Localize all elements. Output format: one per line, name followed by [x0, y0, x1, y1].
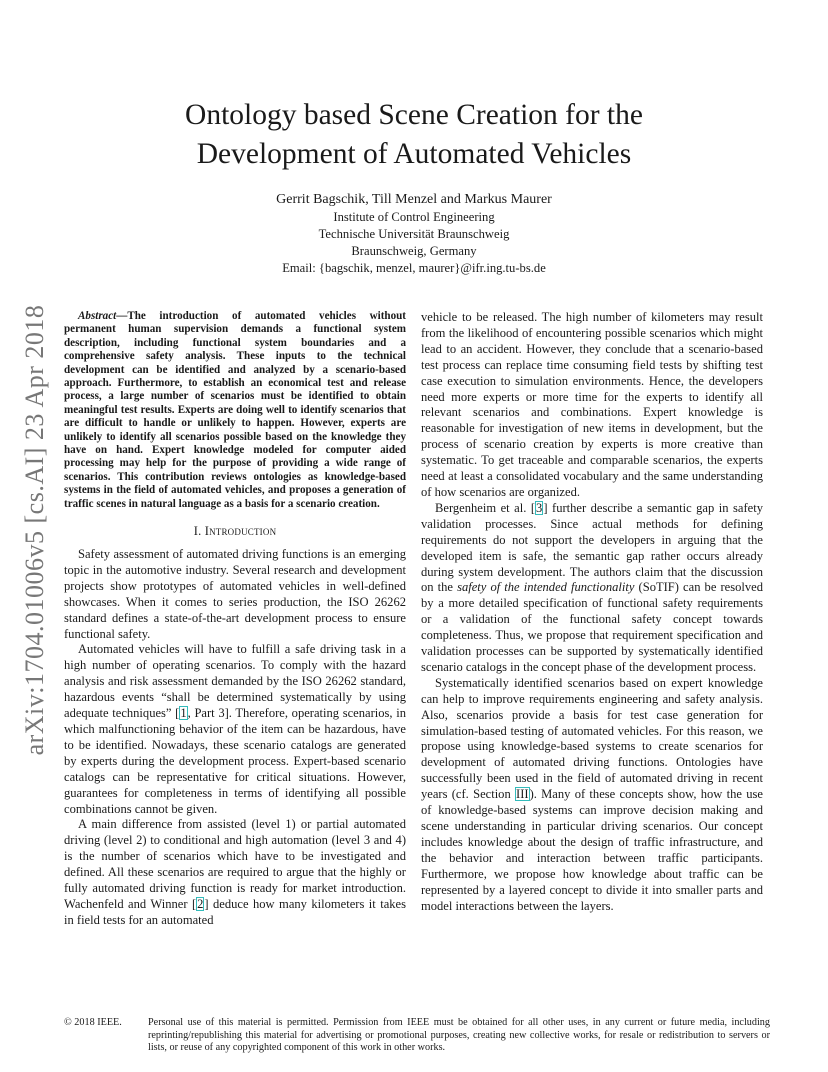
body-paragraph: Safety assessment of automated driving functions is an emerging topic in the automotive industry. Several research and development projects show prototypes of automated vehicles in well-defined showcases. When it comes to series production, the ISO 26262 standard defines a state-of-the-art development process to ensure functional safety.: [64, 547, 406, 641]
citation-link[interactable]: 3: [536, 500, 543, 515]
arxiv-sidebar-stamp: [20, 300, 50, 760]
italic-term: safety of the intended functionality: [457, 580, 635, 595]
affiliation-line: Institute of Control Engineering: [333, 210, 495, 224]
section-heading-introduction: I. Introduction: [193, 524, 277, 539]
body-paragraph: [421, 676, 763, 915]
paragraph-text: Bergenheim et al. [: [435, 500, 536, 515]
affiliation-line: Technische Universität Braunschweig: [318, 227, 510, 241]
affiliation-line: Braunschweig, Germany: [351, 244, 477, 258]
author-names: Gerrit Bagschik, Till Menzel and Markus Maurer: [276, 192, 552, 207]
title-line-1: Ontology based Scene Creation for the: [185, 99, 643, 131]
paragraph-text: , Part 3]. Therefore, operating scenarios, in which malfunctioning behavior of the item can be hazardous, have to be identified. Nowadays, these scenario catalogs are generated by experts during the development process. Expert-based scenario catalogs can be representative for critical situations. However, guarantees for completeness in terms of identifying all possible combinations cannot be given.: [64, 706, 406, 816]
paragraph-text: ] deduce how many kilometers it takes in field tests for an automated: [64, 896, 406, 927]
abstract-text: —The introduction of automated vehicles without permanent human supervision demands a functional system description, including functional system boundaries and a comprehensive safety analysis. These inputs to the technical development can be identified and analyzed by a scenario-based approach. Furthermore, to establish an economical test and release process, a large number of scenarios must be identified to obtain meaningful test results. Experts are doing well to identify scenarios that are difficult to handle or unlikely to happen. However, experts are unlikely to identify all scenarios possible based on the knowledge they have on hand. Expert knowledge modeled for computer aided processing may help for the purpose of providing a wide range of scenarios. This contribution reviews ontologies as knowledge-based systems in the field of automated vehicles, and proposes a generation of traffic scenes in natural language as a basis for a scenario creation.: [64, 310, 406, 510]
author-block: [80, 190, 748, 277]
paragraph-text: Automated vehicles will have to fulfill a safe driving task in a high number of operating scenarios. To comply with the hazard analysis and risk assessment demanded by the ISO 26262 standard, hazardous events “shall be determined systematically by using adequate techniques” [: [64, 642, 406, 721]
citation-link[interactable]: 1: [180, 706, 187, 721]
paper-title: [80, 96, 748, 174]
title-line-2: Development of Automated Vehicles: [196, 138, 632, 170]
paragraph-text: ] further describe a semantic gap in safety validation processes. Since actual methods for defining requirements do not support the developers in arguing that the developed item is safe, the semantic gap rather occurs already during system development. The authors claim that the discussion on the: [421, 500, 763, 595]
copyright-footer: [64, 1017, 770, 1055]
right-column: [421, 310, 763, 914]
arxiv-id-text: arXiv:1704.01006v5 [cs.AI] 23 Apr 2018: [20, 304, 49, 756]
paragraph-text: ). Many of these concepts show, how the use of knowledge-based systems can improve decision making and scene understanding in particular driving scenarios. Our concept includes knowledge about the design of traffic infrastructure, and the behavior and interaction between traffic participants. Furthermore, we propose how knowledge about traffic can be represented by a layered concept to divide it into smaller parts and model interactions between the layers.: [421, 787, 763, 913]
copyright-text: Personal use of this material is permitted. Permission from IEEE must be obtained for all other uses, in any current or future media, including reprinting/republishing this material for advertising or promotional purposes, creating new collective works, for resale or redistribution to servers or lists, or reuse of any copyrighted component of this work in other works.: [148, 1017, 770, 1054]
abstract-label: Abstract: [78, 310, 117, 322]
citation-link[interactable]: 2: [197, 896, 204, 911]
body-paragraph: [64, 817, 406, 928]
body-paragraph: [64, 642, 406, 817]
copyright-notice: © 2018 IEEE.: [64, 1017, 122, 1028]
paragraph-text: Systematically identified scenarios based on expert knowledge can help to improve requirements engineering and safety analysis. Also, scenarios provide a basis for test case generation for simulation-based testing of automated vehicles. For this reason, we propose using knowledge-based systems to create scenarios for development of automated driving functions. Ontologies have successfully been used in the field of automated driving in recent years (cf. Section: [421, 675, 763, 802]
author-email: Email: {bagschik, menzel, maurer}@ifr.ing.tu-bs.de: [282, 261, 546, 275]
body-paragraph: vehicle to be released. The high number of kilometers may result from the likelihood of encountering possible scenarios which might lead to an accident. However, they conclude that a scenario-based test process can replace time consuming field tests by shifting test case execution to simulation environments. Hence, the developers need more experts or more time for the experts to identify all relevant scenarios and combinations. Expert knowledge is reasonable for investigation of new items in development, but the process of scenario creation by experts is more creative than systematic. To get traceable and comparable scenarios, the experts need at least a consolidated vocabulary and the same understanding of how scenarios are organized.: [421, 310, 763, 499]
section-reference-link[interactable]: III: [516, 787, 529, 802]
paragraph-text: A main difference from assisted (level 1) or partial automated driving (level 2) to conditional and high automation (level 3 and 4) is the number of scenarios which have to be investigated and defined. All these scenarios are required to argue that the highly or fully automated driving function is ready for market introduction. Wachenfeld and Winner [: [64, 817, 406, 911]
body-paragraph: [421, 501, 763, 676]
abstract: [64, 310, 406, 511]
paragraph-text: (SoTIF) can be resolved by a more detailed specification of functional safety requirements or a validation of the functional safety concept towards completeness. Thus, we propose that requirement specification and validation processes can be supported by systematically identified scenario catalogs in the concept phase of the development process.: [421, 580, 764, 674]
left-column: [64, 310, 406, 929]
